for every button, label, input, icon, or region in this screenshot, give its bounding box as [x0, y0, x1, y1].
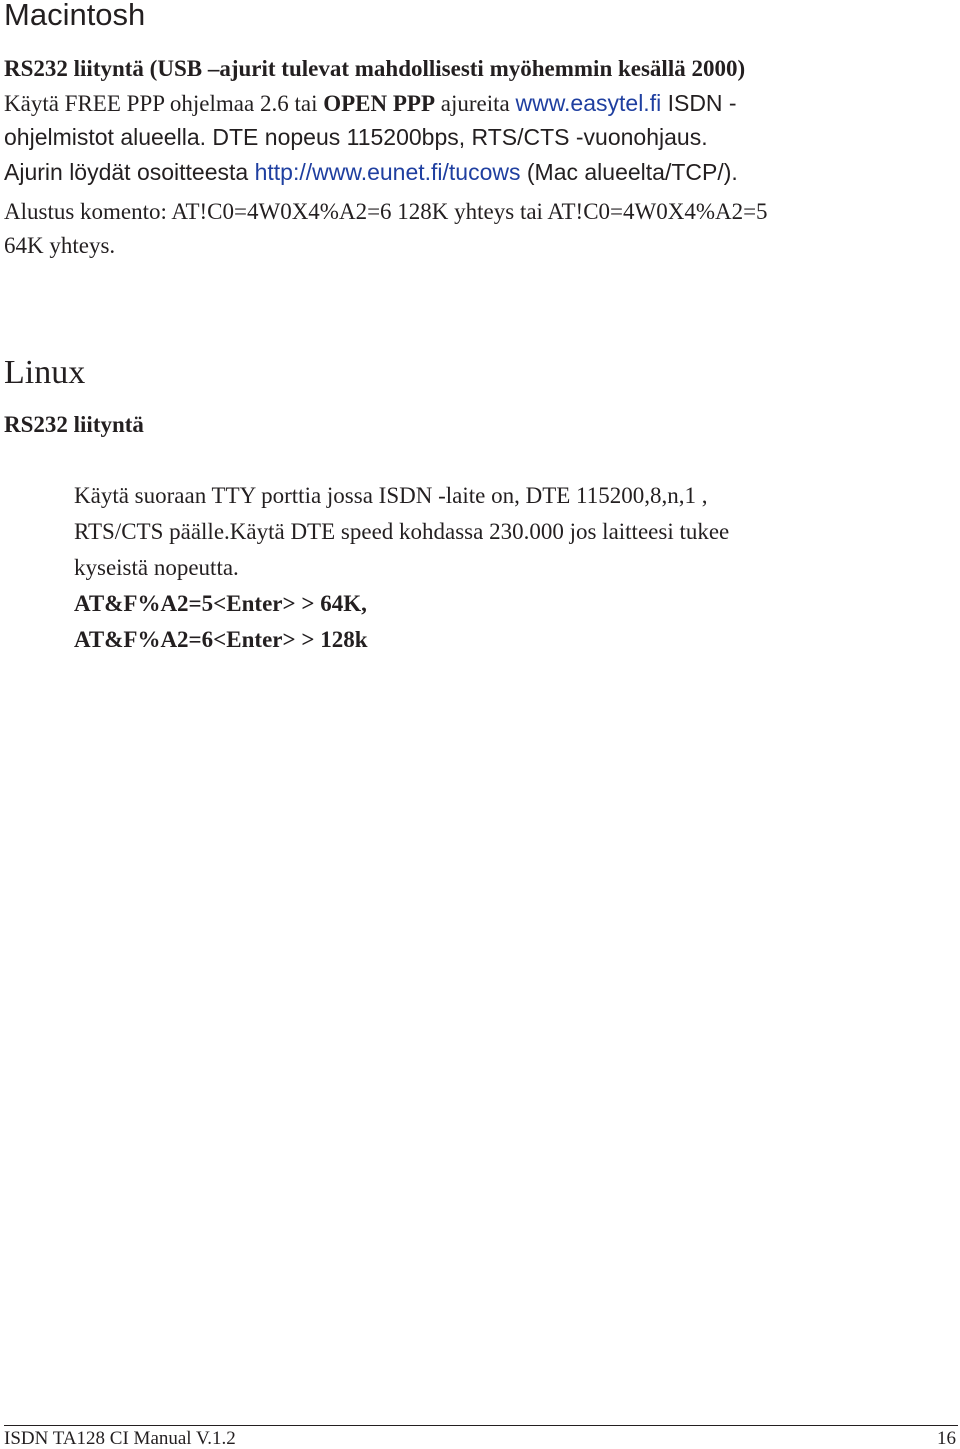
mac-usb-note: RS232 liityntä (USB –ajurit tulevat mahdollisesti myöhemmin kesällä 2000)	[4, 56, 746, 81]
linux-cmd-64k: AT&F%A2=5<Enter> > 64K,	[74, 591, 367, 616]
section-heading-linux: Linux	[4, 354, 86, 391]
mac-dte-line: ohjelmistot alueella. DTE nopeus 115200bps, RTS/CTS -vuonohjaus.	[4, 124, 708, 150]
page-footer	[4, 1425, 958, 1449]
mac-init-command-cont: 64K yhteys.	[4, 233, 116, 258]
page-number: 16	[937, 1428, 956, 1449]
linux-speed-line: kyseistä nopeutta.	[74, 555, 239, 580]
linux-tty-line: Käytä suoraan TTY porttia jossa ISDN -laite on, DTE 115200,8,n,1 ,	[74, 483, 708, 508]
easytel-link[interactable]: www.easytel.fi	[515, 90, 662, 116]
mac-init-command: Alustus komento: AT!C0=4W0X4%A2=6 128K yhteys tai AT!C0=4W0X4%A2=5	[4, 199, 768, 224]
linux-subheading: RS232 liityntä	[4, 412, 144, 437]
tucows-link[interactable]: http://www.eunet.fi/tucows	[254, 159, 521, 185]
linux-cmd-128k: AT&F%A2=6<Enter> > 128k	[74, 627, 368, 652]
footer-title: ISDN TA128 CI Manual V.1.2	[4, 1428, 236, 1449]
linux-rts-line: RTS/CTS päälle.Käytä DTE speed kohdassa 230.000 jos laitteesi tukee	[74, 519, 730, 544]
mac-ppp-line: Käytä FREE PPP ohjelmaa 2.6 tai OPEN PPP ajureita www.easytel.fi ISDN -	[4, 90, 737, 116]
section-heading-macintosh: Macintosh	[4, 0, 146, 32]
mac-driver-line: Ajurin löydät osoitteesta http://www.eunet.fi/tucows (Mac alueelta/TCP/).	[4, 159, 738, 185]
